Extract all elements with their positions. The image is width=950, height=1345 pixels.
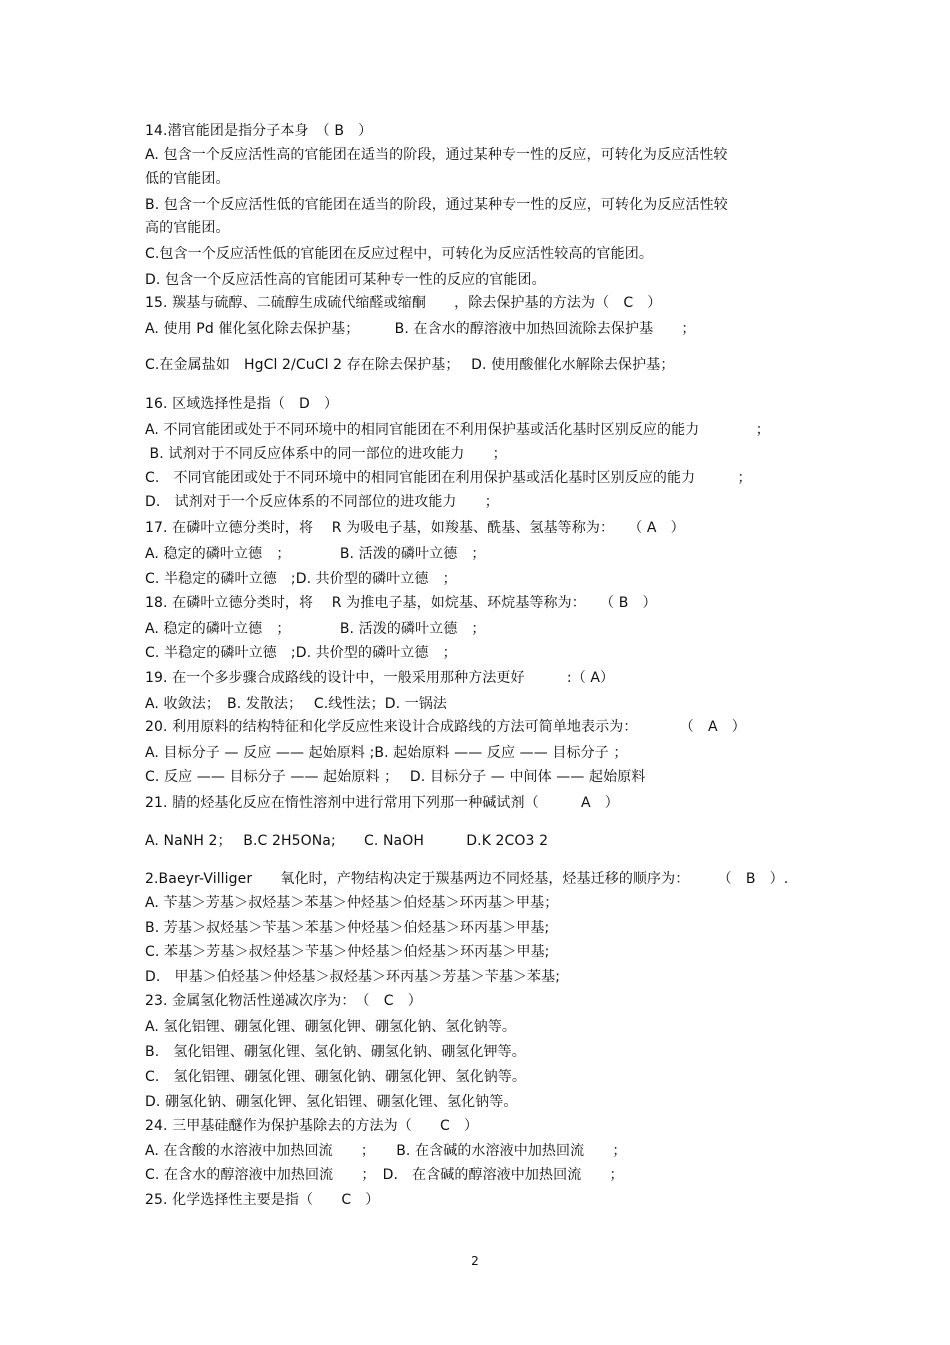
question-16-option-a: A. 不同官能团或处于不同环境中的相同官能团在不利用保护基或活化基时区别反应的能力 ； — [145, 422, 770, 438]
question-19-title: 19. 在一个多步骤合成路线的设计中，一般采用那种方法更好 :（ A） — [145, 670, 615, 686]
question-14-option-c: C.包含一个反应活性低的官能团在反应过程中，可转化为反应活性较高的官能团。 — [145, 246, 653, 262]
question-23-option-c: C. 氢化铝锂、硼氢化锂、硼氢化钠、硼氢化钾、氢化钠等。 — [145, 1069, 527, 1085]
question-16-option-d: D. 试剂对于一个反应体系的不同部位的进攻能力 ； — [145, 494, 499, 510]
question-24-options-cd: C. 在含水的醇溶液中加热回流 ； D. 在含碱的醇溶液中加热回流 ； — [145, 1167, 624, 1183]
question-18-title: 18. 在磷叶立德分类时，将 R 为推电子基，如烷基、环烷基等称为： （ B ） — [145, 595, 657, 611]
question-14-option-b-cont: 高的官能团。 — [145, 220, 230, 236]
question-14-option-b: B. 包含一个反应活性低的官能团在适当的阶段，通过某种专一性的反应，可转化为反应活性较 — [145, 197, 728, 213]
question-23-option-d: D. 硼氢化钠、硼氢化钾、氢化铝锂、硼氢化锂、氢化钠等。 — [145, 1094, 518, 1110]
question-24-options-ab: A. 在含酸的水溶液中加热回流 ； B. 在含碱的水溶液中加热回流 ； — [145, 1143, 627, 1159]
question-14-title: 14.潜官能团是指分子本身 （ B ） — [145, 123, 373, 139]
question-15-title: 15. 羰基与硫醇、二硫醇生成硫代缩醛或缩酮 ，除去保护基的方法为（ C ） — [145, 295, 662, 311]
question-16-title: 16. 区域选择性是指（ D ） — [145, 396, 339, 412]
question-18-options-ab: A. 稳定的磷叶立德 ； B. 活泼的磷叶立德 ； — [145, 621, 486, 637]
question-22-title: 2.Baeyr-Villiger 氧化时，产物结构决定于羰基两边不同烃基，烃基迁移的顺序为： （ B ）. — [145, 871, 789, 887]
question-15-options-cd: C.在金属盐如 HgCl 2/CuCl 2 存在除去保护基； D. 使用酸催化水解除去保护基； — [145, 357, 675, 373]
page-number: 2 — [471, 1254, 479, 1268]
question-19-options: A. 收敛法； B. 发散法； C.线性法；D. 一锅法 — [145, 696, 447, 712]
question-25-title: 25. 化学选择性主要是指（ C ） — [145, 1192, 380, 1208]
question-16-option-b: B. 试剂对于不同反应体系中的同一部位的进攻能力 ； — [145, 446, 507, 462]
question-22-option-c: C. 苯基＞芳基＞叔烃基＞苄基＞仲烃基＞伯烃基＞环丙基＞甲基; — [145, 944, 550, 960]
question-17-options-cd: C. 半稳定的磷叶立德 ;D. 共价型的磷叶立德 ； — [145, 571, 457, 587]
question-23-title: 23. 金属氢化物活性递减次序为： （ C ） — [145, 993, 422, 1009]
question-20-options-cd: C. 反应 —— 目标分子 —— 起始原料 ； D. 目标分子 — 中间体 —— 起始原料 — [145, 769, 646, 785]
question-15-options-ab: A. 使用 Pd 催化氢化除去保护基； B. 在含水的醇溶液中加热回流除去保护基 ； — [145, 321, 696, 337]
question-20-options-ab: A. 目标分子 — 反应 —— 起始原料 ;B. 起始原料 —— 反应 —— 目标分子 ； — [145, 745, 628, 761]
question-17-options-ab: A. 稳定的磷叶立德 ； B. 活泼的磷叶立德 ； — [145, 546, 486, 562]
question-14-option-a: A. 包含一个反应活性高的官能团在适当的阶段，通过某种专一性的反应，可转化为反应活性较 — [145, 147, 728, 163]
question-22-option-b: B. 芳基＞叔烃基＞苄基＞苯基＞仲烃基＞伯烃基＞环丙基＞甲基; — [145, 920, 550, 936]
question-24-title: 24. 三甲基硅醚作为保护基除去的方法为（ C ） — [145, 1118, 479, 1134]
question-16-option-c: C. 不同官能团或处于不同环境中的相同官能团在利用保护基或活化基时区别反应的能力 ； — [145, 470, 752, 486]
question-14-option-a-cont: 低的官能团。 — [145, 171, 230, 187]
question-14-option-d: D. 包含一个反应活性高的官能团可某种专一性的反应的官能团。 — [145, 272, 546, 288]
question-22-option-d: D. 甲基＞伯烃基＞仲烃基＞叔烃基＞环丙基＞芳基＞苄基＞苯基; — [145, 969, 561, 985]
question-21-title: 21. 腈的烃基化反应在惰性溶剂中进行常用下列那一种碱试剂（ A ） — [145, 795, 619, 811]
question-20-title: 20. 利用原料的结构特征和化学反应性来设计合成路线的方法可简单地表示为： （ A ） — [145, 719, 746, 735]
question-17-title: 17. 在磷叶立德分类时，将 R 为吸电子基，如羧基、酰基、氢基等称为： （ A ） — [145, 520, 685, 536]
question-23-option-b: B. 氢化铝锂、硼氢化锂、氢化钠、硼氢化钠、硼氢化钾等。 — [145, 1044, 526, 1060]
question-22-option-a: A. 苄基＞芳基＞叔烃基＞苯基＞仲烃基＞伯烃基＞环丙基＞甲基； — [145, 895, 559, 911]
question-21-options: A. NaNH 2； B.C 2H5ONa; C. NaOH D.K 2CO3 2 — [145, 833, 549, 849]
question-23-option-a: A. 氢化铝锂、硼氢化锂、硼氢化钾、硼氢化钠、氢化钠等。 — [145, 1019, 517, 1035]
question-18-options-cd: C. 半稳定的磷叶立德 ;D. 共价型的磷叶立德 ； — [145, 645, 457, 661]
